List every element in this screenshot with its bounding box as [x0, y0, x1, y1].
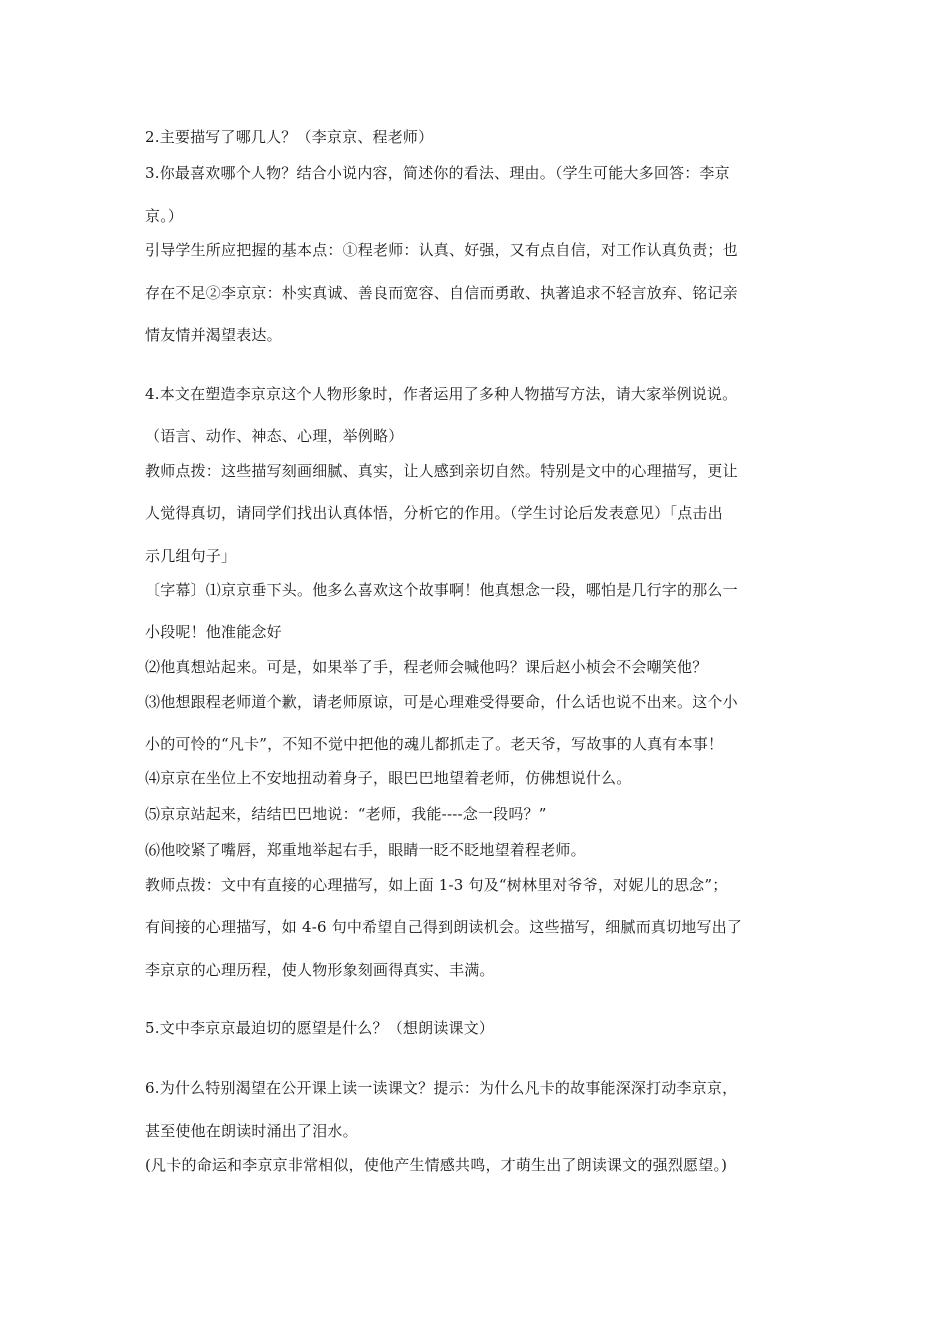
- text-line: ⑵他真想站起来。可是，如果举了手，程老师会喊他吗？课后赵小桢会不会嘲笑他？: [145, 658, 708, 676]
- text-line: 小段呢！他准能念好: [145, 623, 282, 641]
- text-line: 李京京的心理历程，使人物形象刻画得真实、丰满。: [145, 961, 495, 979]
- text-line: 有间接的心理描写，如 4-6 句中希望自己得到朗读机会。这些描写，细腻而真切地写出了: [145, 918, 743, 936]
- text-line: 甚至使他在朗读时涌出了泪水。: [145, 1122, 358, 1140]
- text-line: 人觉得真切，请同学们找出认真体悟，分析它的作用。（学生讨论后发表意见）「点击出: [145, 504, 723, 522]
- text-line: 3.你最喜欢哪个人物？结合小说内容，简述你的看法、理由。（学生可能大多回答：李京: [145, 164, 730, 182]
- text-line: 2.主要描写了哪几人？（李京京、程老师）: [145, 128, 434, 146]
- text-line: 京。）: [145, 207, 184, 225]
- text-line: 6.为什么特别渴望在公开课上读一读课文？提示：为什么凡卡的故事能深深打动李京京，: [145, 1079, 738, 1097]
- text-line: 5.文中李京京最迫切的愿望是什么？（想朗读课文）: [145, 1019, 495, 1037]
- text-line: ⑷京京在坐位上不安地扭动着身子，眼巴巴地望着老师，仿佛想说什么。: [145, 769, 632, 787]
- text-line: 4.本文在塑造李京京这个人物形象时，作者运用了多种人物描写方法，请大家举例说说。: [145, 385, 738, 403]
- text-line: 示几组句子」: [145, 547, 237, 565]
- text-line: （语言、动作、神态、心理，举例略）: [145, 427, 404, 445]
- text-line: 存在不足②李京京：朴实真诚、善良而宽容、自信而勇敢、执著追求不轻言放弃、铭记亲: [145, 284, 738, 302]
- text-line: 〔字幕〕⑴京京垂下头。他多么喜欢这个故事啊！他真想念一段，哪怕是几行字的那么一: [145, 581, 738, 599]
- text-line: 情友情并渴望表达。: [145, 326, 282, 344]
- text-line: ⑸京京站起来，结结巴巴地说：“老师，我能----念一段吗？”: [145, 805, 547, 823]
- text-line: 教师点拨：这些描写刻画细腻、真实，让人感到亲切自然。特别是文中的心理描写，更让: [145, 462, 738, 480]
- text-line: ⑶他想跟程老师道个歉，请老师原谅，可是心理难受得要命，什么话也说不出来。这个小: [145, 693, 738, 711]
- text-line: 引导学生所应把握的基本点：①程老师：认真、好强，又有点自信，对工作认真负责；也: [145, 241, 738, 259]
- text-line: 教师点拨：文中有直接的心理描写，如上面 1-3 句及“树林里对爷爷，对妮儿的思念”；: [145, 876, 728, 894]
- text-line: (凡卡的命运和李京京非常相似，使他产生情感共鸣，才萌生出了朗读课文的强烈愿望。): [145, 1156, 728, 1174]
- text-line: ⑹他咬紧了嘴唇，郑重地举起右手，眼睛一眨不眨地望着程老师。: [145, 841, 586, 859]
- text-line: 小的可怜的“凡卡”，不知不觉中把他的魂儿都抓走了。老天爷，写故事的人真有本事！: [145, 735, 724, 753]
